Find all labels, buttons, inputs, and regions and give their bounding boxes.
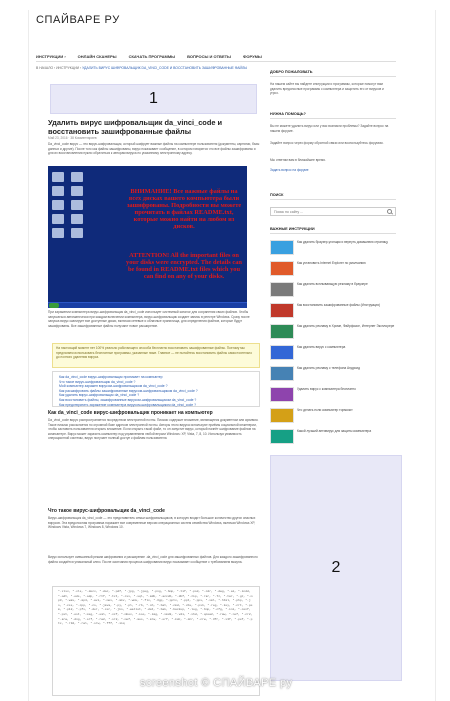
main-nav [36, 52, 396, 62]
desktop-icon [52, 228, 64, 238]
sidebar-divider [270, 118, 396, 119]
thumbnail-icon [270, 345, 294, 360]
search-input[interactable] [274, 210, 387, 214]
sidebar-title-search: ПОИСК [270, 193, 284, 197]
site-logo[interactable]: СПАЙВАРЕ РУ [36, 14, 120, 26]
list-item[interactable] [270, 429, 398, 450]
list-item-title[interactable]: Как удалить рекламу с телефона Андроид [297, 366, 360, 370]
thumbnail-icon [270, 387, 294, 402]
desktop-icon [52, 186, 64, 196]
nav-item-online-scanners[interactable]: ОНЛАЙН СКАНЕРЫ [77, 54, 117, 59]
sidebar-title-about: ДОБРО ПОЖАЛОВАТЬ [270, 70, 313, 74]
list-item-title[interactable]: Как восстановить зашифрованные файлы (Инструкция) [297, 303, 380, 307]
ransom-screenshot [48, 166, 247, 308]
list-item-title[interactable]: Что делать если компьютер тормозит [297, 408, 353, 412]
list-item-title[interactable]: Какой лучший антивирус для защиты компьютера [297, 429, 372, 433]
breadcrumb-current[interactable]: УДАЛИТЬ ВИРУС ШИФРОВАЛЬЩИК DA_VINCI_CODE И ВОССТАНОВИТЬ ЗАШИФРОВАННЫЕ ФАЙЛЫ [82, 66, 248, 70]
sidebar-title-help: НУЖНА ПОМОЩЬ? [270, 112, 306, 116]
popular-list [270, 240, 398, 450]
desktop-icon [71, 186, 83, 196]
desktop-icon [52, 172, 64, 182]
thumbnail-icon [270, 282, 294, 297]
thumbnail-icon [270, 261, 294, 276]
sidebar-help-link-wrap [270, 168, 390, 173]
list-item[interactable] [270, 408, 398, 429]
nav-item-faq[interactable]: ВОПРОСЫ И ОТВЕТЫ [187, 54, 231, 59]
ransom-message-en: ATTENTION! All the important files on your disks were encrypted. The details can be found in README.txt files which you can find on any of your disks. [126, 252, 242, 280]
thumbnail-icon [270, 429, 294, 444]
watermark: screenshot © СПАЙВАРЕ ру [140, 677, 293, 689]
article-paragraph: Вирус-шифровальщик da_vinci_code — это представитель семьи шифровальщиков, в которую входит большое количество других опасных вирусов. Эта вредоносная программа поражает все современные версии операционных систем семейства Windows, включая Windows XP, Windows Vista, Windows 7, Windows 8, Windows 10. [48, 516, 256, 530]
toc-link[interactable]: Как расшифровать файлы зашифрованные вирусом-шифровальщиком da_vinci_code ? [59, 388, 198, 393]
sidebar-help-text: Задайте вопрос через форму обратной связи или воспользуйтесь форумом. [270, 141, 384, 145]
desktop-icon [52, 214, 64, 224]
thumbnail-icon [270, 324, 294, 339]
toc-link[interactable]: Что такое вирус-шифровальщик da_vinci_code ? [59, 379, 136, 384]
taskbar [48, 302, 247, 308]
extensions-list: *.xlsx, *.xls, *.docx, *.doc, *.pdf, *.jpg, *.jpeg, *.png, *.bmp, *.tif, *.psd, *.cdr, *.dwg, *.ai, *.indd, *.odt, *.ods, *.odp, *.rtf, *.txt, *.csv, *.sql, *.mdb, *.accdb, *.dbf, *.zip, *.rar, *.7z, *.tar, *.gz, *.mp3, *.wav, *.mp4, *.avi, *.mov, *.mkv, *.wmv, *.flv, *.3gp, *.pptx, *.ppt, *.pps, *.xml, *.html, *.php, *.js, *.css, *.cpp, *.cs, *.java, *.py, *.pl, *.rb, *.sh, *.bat, *.cmd, *.vbs, *.ps1, *.reg, *.key, *.crt, *.pem, *.p12, *.pfx, *.der, *.cer, *.jks, *.wallet, *.dat, *.bak, *.backup, *.log, *.tmp, *.cfg, *.ini, *.conf, *.pst, *.ost, *.msg, *.eml, *.vcf, *.mbox, *.iso, *.img, *.vmdk, *.vdi, *.vhd, *.qcow2, *.raw, *.nef, *.cr2, *.arw, *.dng, *.orf, *.rw2, *.sr2, *.mef, *.mos, *.mrw, *.erf, *.kdc, *.dcr, *.crw, *.3fr, *.x3f, *.pef, *.ptx, *.r3d, *.rwl, *.srw, *.fff, *.iiq [52, 586, 260, 696]
post-meta: Май 23, 2016 · 38 Комментариев [48, 136, 97, 140]
list-item-title[interactable]: Как удалить вирус с компьютера [297, 345, 346, 349]
sidebar-about-text: На нашем сайте вы найдете инструкции и программы, которые помогут вам удалить вредоносные программы с компьютера и защитить его от вирусов и угроз. [270, 82, 384, 95]
list-item[interactable] [270, 366, 398, 387]
warning-box: На настоящий момент нет 100% реально работающего способа бесплатно восстановить зашифрованные файлы. Поэтому мы предлагаем использовать бесплатные программы, указанные ниже. Главное — не пытайтесь восстановить файлы самостоятельно до полного удаления вируса. [52, 343, 260, 368]
list-item-title[interactable]: Как удалить браузер-угонщик и вернуть домашнюю страницу [297, 240, 388, 244]
list-item-title[interactable]: Как удалить рекламу в Хроме, Файрфоксе, Интернет Эксплорере [297, 324, 395, 328]
sidebar-divider [270, 199, 396, 200]
thumbnail-icon [270, 240, 294, 255]
nav-item-downloads[interactable]: СКАЧАТЬ ПРОГРАММЫ [128, 54, 176, 59]
article-paragraph: Da_vinci_code вирус — это вирус-шифровальщик, который шифрует важные файлы на компьютере пользователя (документы, картинки, базы данных и другие). После того как файлы зашифрованы, вирус показывает сообщение, в котором говорится что все файлы зашифрованы и для их восстановления нужно обратиться к авторам вируса по указанному электронному адресу. [48, 142, 260, 156]
nav-item-forums[interactable]: ФОРУМЫ [242, 54, 262, 59]
sidebar-help-link[interactable]: Задать вопрос на форуме [270, 168, 309, 172]
toc-link[interactable]: Мой компьютер заражен вирусом-шифровальщиком da_vinci_code ? [59, 384, 168, 389]
toc-link[interactable]: Как предотвратить заражение компьютера вирусом-шифровальщиком da_vinci_code ? [59, 402, 196, 407]
search-icon[interactable] [387, 209, 392, 214]
ad-banner-side[interactable]: 2 [270, 455, 402, 681]
thumbnail-icon [270, 366, 294, 381]
ad-banner-top[interactable]: 1 [50, 84, 257, 114]
thumbnail-icon [270, 408, 294, 423]
article-paragraph: Da_vinci_code вирус распространяется посредством электронной почты. Письмо содержит вложение, являющееся документом или архивом. Такое письмо рассылается по огромной базе адресов электронной почты. Авторы этого вируса используют приёмы социальной инженерии, чтобы заставить пользователя открыть вложение. Если открыть такой файл, то он запустит вирус, который начнёт шифрование файлов на компьютере. Вирус может заразить компьютер под управлением любой версии Windows: XP, Vista, 7, 8, 10. Используя уязвимость операционной системы, вирус получает полный доступ к файлам пользователя. [48, 418, 259, 441]
desktop-icons [52, 172, 86, 238]
list-item-title[interactable]: Как удалить всплывающую рекламу в браузере [297, 282, 368, 286]
desktop-icon [71, 172, 83, 182]
start-button-icon [49, 303, 59, 308]
list-item[interactable] [270, 240, 398, 261]
list-item-title[interactable]: Как установить Internet Explorer по умолчанию [297, 261, 366, 265]
desktop-icon [71, 214, 83, 224]
sidebar-title-popular: ВАЖНЫЕ ИНСТРУКЦИИ [270, 227, 315, 231]
article-paragraph: При заражении компьютера вирус-шифровальщик da_vinci_code использует системный каталог для сохранения своих файлов. Чтобы запускаться автоматически при каждом включении компьютера, вирус-шифровальщик создает запись в реестре Windows. Сразу после запуска вирус сканирует все доступные диски, включая сетевые и облачные хранилища, для определения файлов, которые будут зашифрованы. Все зашифрованные файлы получают новое расширение. [48, 310, 250, 328]
breadcrumb [36, 66, 260, 71]
section-heading: Как da_vinci_code вирус-шифровальщик проникает на компьютер [48, 410, 213, 416]
list-item[interactable] [270, 303, 398, 324]
table-of-contents [52, 371, 260, 407]
list-item[interactable] [270, 261, 398, 282]
section-heading: Что такое вирус-шифровальщик da_vinci_code [48, 508, 165, 514]
toc-link[interactable]: Как восстановить файлы, зашифрованные вирусом-шифровальщиком da_vinci_code ? [59, 397, 197, 402]
list-item[interactable] [270, 387, 398, 408]
page-title: Удалить вирус шифровальщик da_vinci_code и восстановить зашифрованные файлы [48, 118, 223, 136]
list-item[interactable] [270, 282, 398, 303]
nav-item-instructions[interactable]: ИНСТРУКЦИИ › [36, 54, 66, 59]
article-paragraph: Вирус использует смешанный режим шифрования и расширение .da_vinci_code для зашифрованных файлов. Для каждого зашифрованного файла создаётся уникальный ключ. После окончания процесса шифрования вирус показывает сообщение с требованием выкупа. [48, 555, 258, 564]
search-box [270, 207, 396, 216]
sidebar-divider [270, 233, 396, 234]
sidebar-divider [270, 76, 396, 77]
breadcrumb-prefix[interactable]: В НАЧАЛО › ИНСТРУКЦИИ › [36, 66, 82, 70]
toc-link[interactable]: Как da_vinci_code вирус-шифровальщик проникает на компьютер [59, 375, 163, 379]
thumbnail-icon [270, 303, 294, 318]
desktop-icon [52, 200, 64, 210]
ransom-message-ru: ВНИМАНИЕ! Все важные файлы на всех дисках вашего компьютера были зашифрованы. Подробности вы можете прочитать в файлах README.txt, которые можно найти на любом из дисков. [126, 188, 242, 230]
toc-link[interactable]: Как удалить вирус-шифровальщик da_vinci_code ? [59, 393, 140, 398]
list-item-title[interactable]: Удалить вирус с компьютера бесплатно [297, 387, 356, 391]
list-item[interactable] [270, 345, 398, 366]
desktop-icon [71, 200, 83, 210]
desktop-icon [71, 228, 83, 238]
sidebar-help-text: Вы не можете удалить вирус или у вас возникли проблемы? Задайте вопрос на нашем форуме. [270, 124, 389, 133]
sidebar-help-text: Мы ответим вам в ближайшее время. [270, 158, 326, 162]
list-item[interactable] [270, 324, 398, 345]
